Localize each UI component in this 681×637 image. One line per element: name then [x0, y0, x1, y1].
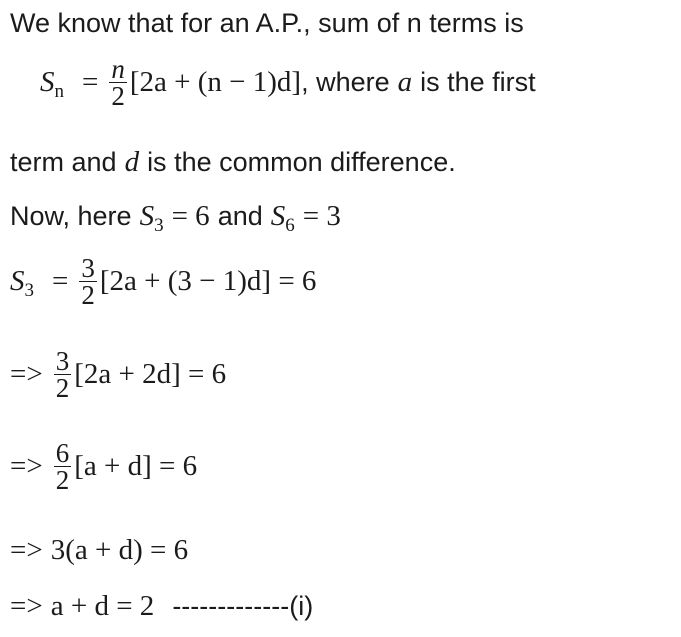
step1-fraction: [79, 255, 97, 308]
formula-lhs: $S_n$: [40, 66, 64, 102]
sum-formula: [40, 56, 536, 109]
step1-denominator: 2: [81, 280, 95, 310]
step4-arrow: =>: [10, 534, 43, 566]
step1-numerator: 3: [81, 253, 95, 283]
s3-value: = 6: [171, 200, 210, 232]
step-4: [10, 534, 188, 567]
intro-sentence: We know that for an A.P., sum of n terms is: [10, 8, 524, 38]
definition-text: [10, 146, 456, 179]
formula-equals: =: [82, 66, 99, 98]
step3-body: [a + d] = 6: [74, 450, 198, 482]
step5-body: a + d = 2: [50, 590, 155, 622]
formula-tail: , where: [301, 67, 390, 97]
s6-value: = 3: [302, 200, 341, 232]
var-a: a: [397, 66, 413, 98]
formula-fraction: [109, 56, 127, 109]
given-pre: Now, here: [10, 201, 132, 231]
given-values: [10, 200, 341, 236]
step3-fraction: [54, 440, 72, 493]
step3-denominator: 2: [55, 465, 70, 495]
formula-body: [2a + (n − 1)d]: [129, 66, 302, 98]
definition-post: is the common difference.: [147, 147, 456, 177]
s6-symbol: $S_6$: [270, 200, 295, 236]
step-1: [10, 255, 316, 308]
step1-body: [2a + (3 − 1)d] = 6: [99, 265, 317, 297]
step3-arrow: =>: [10, 450, 43, 482]
step2-arrow: =>: [10, 358, 43, 390]
step1-lhs: $S_3$: [10, 265, 34, 301]
given-and: and: [217, 201, 263, 231]
step2-numerator: 3: [55, 346, 70, 376]
step3-numerator: 6: [55, 438, 70, 468]
step2-fraction: [54, 348, 72, 401]
step1-equals: =: [52, 265, 69, 297]
fraction-numerator: n: [111, 54, 125, 84]
s3-symbol: $S_3$: [139, 200, 164, 236]
step4-body: 3(a + d) = 6: [50, 534, 189, 566]
var-d: d: [124, 146, 140, 178]
step2-denominator: 2: [55, 373, 70, 403]
step-5: [10, 590, 313, 623]
definition-pre: term and: [10, 147, 117, 177]
intro-text: [10, 8, 524, 39]
step5-arrow: =>: [10, 590, 43, 622]
step-3: [10, 440, 197, 493]
step2-body: [2a + 2d] = 6: [74, 358, 227, 390]
equation-label: -------------(i): [172, 591, 314, 621]
fraction-denominator: 2: [111, 81, 125, 111]
step-2: [10, 348, 226, 401]
formula-tail-b: is the first: [420, 67, 536, 97]
